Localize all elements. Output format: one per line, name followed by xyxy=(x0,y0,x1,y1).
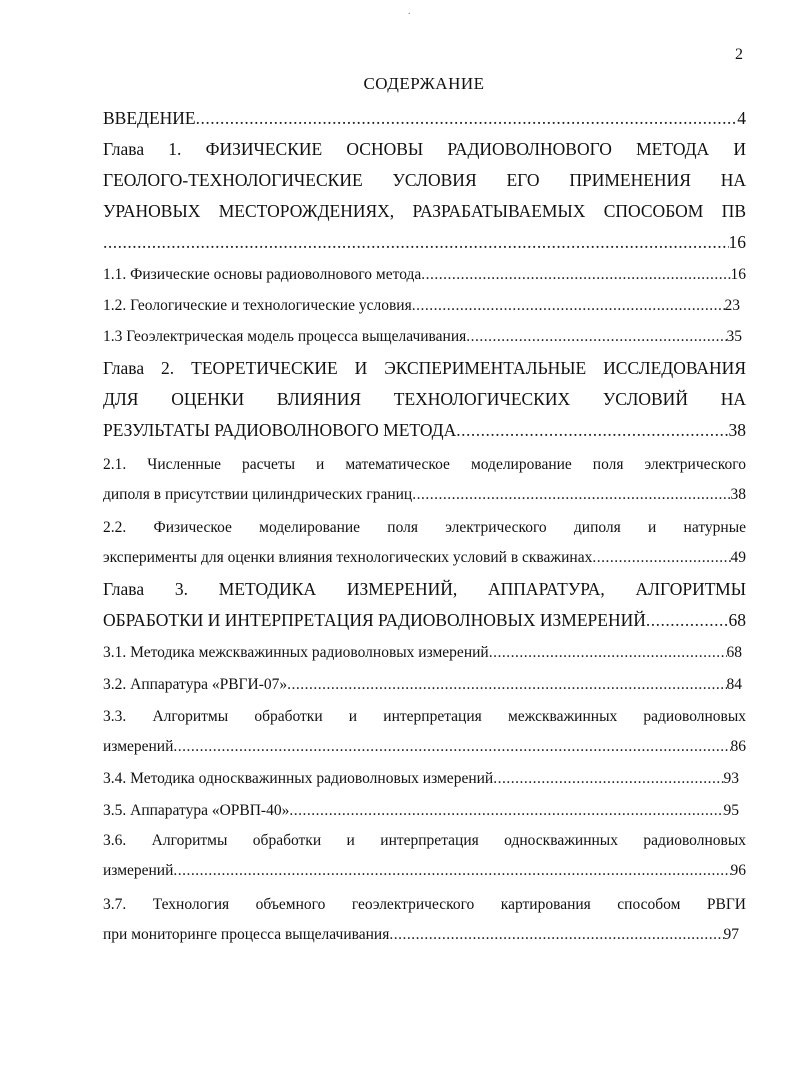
toc-entry-line: Глава 1. ФИЗИЧЕСКИЕ ОСНОВЫ РАДИОВОЛНОВОГО МЕТОДА И xyxy=(103,139,746,159)
toc-entry-text: 3.2. Аппаратура «РВГИ-07» xyxy=(103,676,288,693)
toc-leader-line xyxy=(103,856,746,886)
toc-page-number: 35 xyxy=(726,328,742,345)
toc-entry-text: 3.5. Аппаратура «ОРВП-40» xyxy=(103,802,290,819)
dot-leader xyxy=(493,764,723,794)
dot-leader xyxy=(412,480,730,510)
toc-entry-line: Глава 2. ТЕОРЕТИЧЕСКИЕ И ЭКСПЕРИМЕНТАЛЬНЫЕ ИССЛЕДОВАНИЯ xyxy=(103,358,746,378)
toc-page-number: 16 xyxy=(730,266,746,283)
dot-leader xyxy=(287,670,726,700)
toc-entry-section-3-3[interactable] xyxy=(103,702,746,762)
page-title: СОДЕРЖАНИЕ xyxy=(363,74,485,93)
dot-leader xyxy=(646,605,729,636)
toc-entry-line: Глава 3. МЕТОДИКА ИЗМЕРЕНИЙ, АППАРАТУРА, АЛГОРИТМЫ xyxy=(103,579,746,599)
dot-leader xyxy=(389,920,723,950)
dot-leader xyxy=(489,638,727,668)
toc-page-number: 93 xyxy=(723,770,739,787)
toc-leader-line xyxy=(103,796,739,826)
toc-page-number: 49 xyxy=(730,549,746,566)
dot-leader xyxy=(173,856,730,886)
toc-entry-line: 2.1. Численные расчеты и математическое моделирование поля электрического xyxy=(103,456,746,473)
toc-entry-section-3-1[interactable] xyxy=(103,638,742,668)
toc-entry-text: РЕЗУЛЬТАТЫ РАДИОВОЛНОВОГО МЕТОДА xyxy=(103,420,457,440)
toc-entry-section-3-7[interactable] xyxy=(103,890,746,950)
toc-entry-text: эксперименты для оценки влияния технологических условий в скважинах xyxy=(103,549,593,566)
toc-entry-text: ОБРАБОТКИ И ИНТЕРПРЕТАЦИЯ РАДИОВОЛНОВЫХ ИЗМЕРЕНИЙ xyxy=(103,610,646,630)
toc-leader-line xyxy=(103,322,742,352)
toc-page-number: 84 xyxy=(726,676,742,693)
toc-entry-chapter-3[interactable] xyxy=(103,574,746,636)
toc-entry-introduction[interactable] xyxy=(103,103,746,134)
dot-leader xyxy=(592,543,730,573)
toc-entry-section-2-1[interactable] xyxy=(103,450,746,510)
toc-entry-text: при мониторинге процесса выщелачивания xyxy=(103,926,390,943)
toc-leader-line xyxy=(103,480,746,510)
dot-leader xyxy=(289,796,723,826)
toc-leader-line xyxy=(103,415,746,446)
dot-leader xyxy=(196,103,738,134)
toc-page-number: 38 xyxy=(730,486,746,503)
dot-leader xyxy=(173,732,730,762)
toc-entry-section-3-4[interactable] xyxy=(103,764,739,794)
toc-entry-line: ДЛЯ ОЦЕНКИ ВЛИЯНИЯ ТЕХНОЛОГИЧЕСКИХ УСЛОВИЙ НА xyxy=(103,389,746,409)
toc-page-number: 23 xyxy=(724,297,740,314)
toc-entry-line: 3.3. Алгоритмы обработки и интерпретация межскважинных радиоволновых xyxy=(103,708,746,725)
toc-leader-line xyxy=(103,260,746,290)
toc-entry-section-3-6[interactable] xyxy=(103,826,746,886)
toc-entry-text: 3.4. Методика односкважинных радиоволновых измерений xyxy=(103,770,494,787)
dot-leader xyxy=(421,260,730,290)
toc-page-number: 86 xyxy=(730,738,746,755)
toc-page-number: 68 xyxy=(728,610,746,630)
toc-entry-line: 2.2. Физическое моделирование поля электрического диполя и натурные xyxy=(103,519,746,536)
toc-entry-text: ВВЕДЕНИЕ xyxy=(103,108,196,128)
dot-leader xyxy=(466,322,726,352)
toc-entry-section-3-5[interactable] xyxy=(103,796,739,826)
toc-leader-line xyxy=(103,920,739,950)
toc-entry-line: УРАНОВЫХ МЕСТОРОЖДЕНИЯХ, РАЗРАБАТЫВАЕМЫХ СПОСОБОМ ПВ xyxy=(103,201,746,221)
toc-entry-line: ГЕОЛОГО-ТЕХНОЛОГИЧЕСКИЕ УСЛОВИЯ ЕГО ПРИМЕНЕНИЯ НА xyxy=(103,170,746,190)
toc-page-number: 96 xyxy=(730,862,746,879)
toc-leader-line xyxy=(103,543,746,573)
toc-page-number: 4 xyxy=(737,108,746,128)
toc-entry-line: 3.6. Алгоритмы обработки и интерпретация односкважинных радиоволновых xyxy=(103,832,746,849)
toc-leader-line xyxy=(103,103,746,134)
toc-entry-text: 1.3 Геоэлектрическая модель процесса выщелачивания xyxy=(103,328,467,345)
toc-page-number: 38 xyxy=(728,420,746,440)
scan-mark: . xyxy=(408,6,411,17)
toc-entry-section-2-2[interactable] xyxy=(103,513,746,573)
toc-leader-line xyxy=(103,670,742,700)
toc-entry-chapter-1[interactable] xyxy=(103,134,746,258)
toc-leader-line xyxy=(103,605,746,636)
toc-entry-line: 3.7. Технология объемного геоэлектрического картирования способом РВГИ xyxy=(103,896,746,913)
dot-leader xyxy=(456,415,728,446)
toc-page-number: 97 xyxy=(723,926,739,943)
toc-page-number: 16 xyxy=(728,232,746,252)
toc-entry-section-1-1[interactable] xyxy=(103,260,746,290)
toc-entry-section-3-2[interactable] xyxy=(103,670,742,700)
toc-entry-section-1-3[interactable] xyxy=(103,322,742,352)
toc-entry-text: 1.1. Физические основы радиоволнового метода xyxy=(103,266,422,283)
toc-entry-text: 3.1. Методика межскважинных радиоволновых измерений xyxy=(103,644,489,661)
toc-entry-text: измерений xyxy=(103,862,174,879)
dot-leader xyxy=(412,291,725,321)
dot-leader xyxy=(103,227,729,258)
toc-entry-text: измерений xyxy=(103,738,174,755)
page-number: 2 xyxy=(735,46,743,63)
toc-leader-line xyxy=(103,638,742,668)
toc-page-number: 68 xyxy=(726,644,742,661)
toc-leader-line xyxy=(103,764,739,794)
toc-leader-line xyxy=(103,291,740,321)
toc-leader-line xyxy=(103,732,746,762)
toc-page-number: 95 xyxy=(723,802,739,819)
toc-entry-text: диполя в присутствии цилиндрических границ xyxy=(103,486,413,503)
toc-leader-line xyxy=(103,227,746,258)
toc-entry-chapter-2[interactable] xyxy=(103,353,746,446)
toc-entry-section-1-2[interactable] xyxy=(103,291,740,321)
toc-entry-text: 1.2. Геологические и технологические условия xyxy=(103,297,412,314)
